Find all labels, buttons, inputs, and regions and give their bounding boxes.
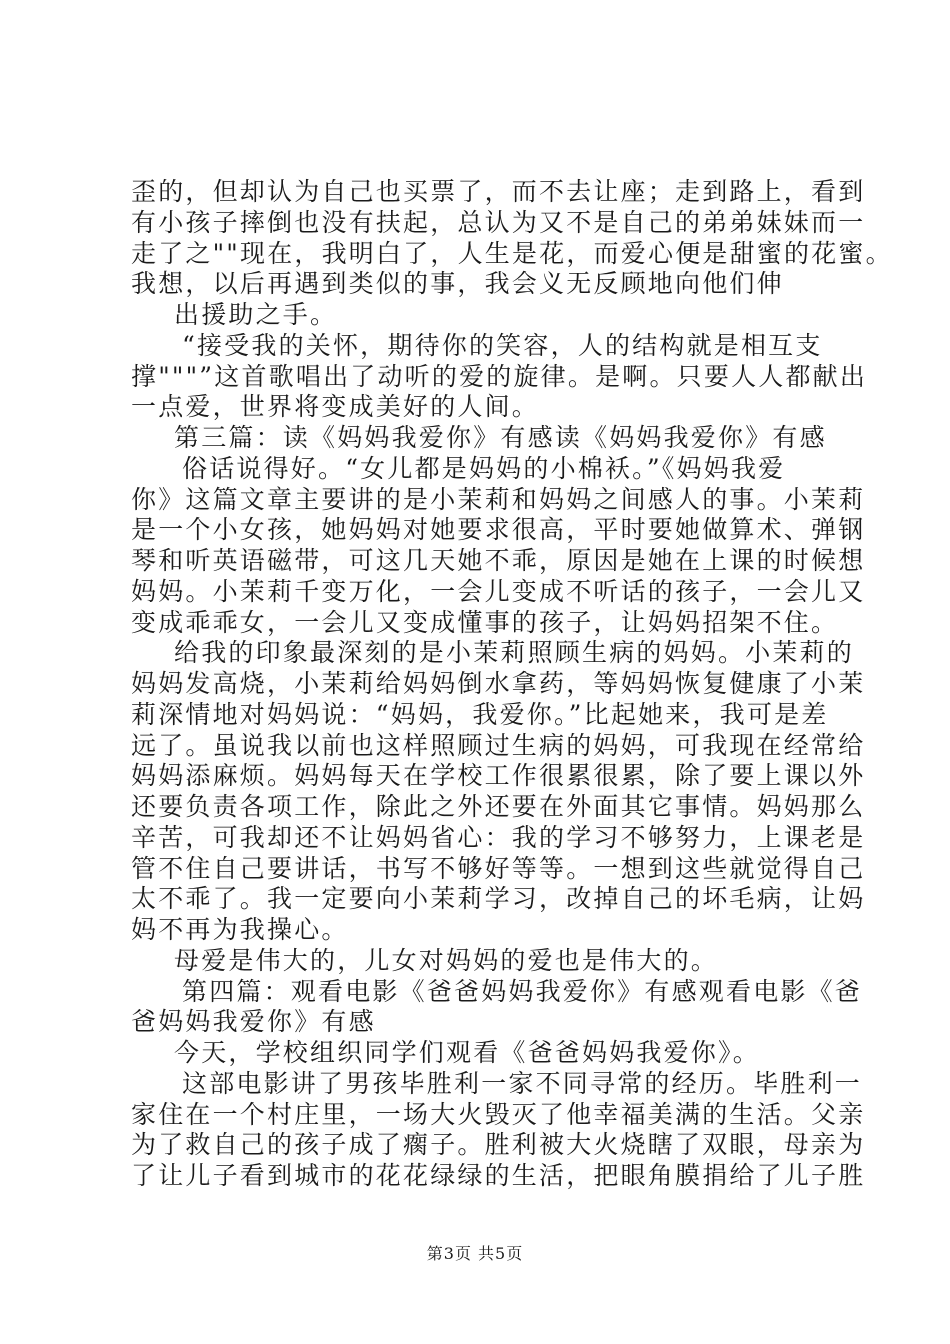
text-line: 是一个小女孩，她妈妈对她要求很高，平时要她做算术、弹钢 bbox=[131, 515, 866, 544]
text-line: 给我的印象最深刻的是小茉莉照顾生病的妈妈。小茉莉的 bbox=[174, 638, 855, 667]
text-line: 你》这篇文章主要讲的是小茉莉和妈妈之间感人的事。小茉莉 bbox=[131, 485, 866, 514]
text-line: 妈妈。小茉莉千变万化，一会儿变成不听话的孩子，一会儿又 bbox=[131, 577, 866, 606]
text-line: 变成乖乖女，一会儿又变成懂事的孩子，让妈妈招架不住。 bbox=[131, 608, 839, 637]
text-line: 管不住自己要讲话，书写不够好等等。一想到这些就觉得自己 bbox=[131, 854, 866, 883]
text-line: 走了之""现在，我明白了，人生是花，而爱心便是甜蜜的花蜜。 bbox=[131, 239, 893, 268]
text-line: 琴和听英语磁带，可这几天她不乖，原因是她在上课的时候想 bbox=[131, 546, 866, 575]
section-heading: 爸妈妈我爱你》有感 bbox=[131, 1007, 376, 1036]
text-line: 出援助之手。 bbox=[174, 300, 338, 329]
text-line: 了让儿子看到城市的花花绿绿的生活，把眼角膜捐给了儿子胜 bbox=[131, 1161, 866, 1190]
text-line: 太不乖了。我一定要向小茉莉学习，改掉自己的坏毛病，让妈 bbox=[131, 884, 866, 913]
text-line: 今天，学校组织同学们观看《爸爸妈妈我爱你》。 bbox=[174, 1038, 760, 1067]
text-line: 还要负责各项工作，除此之外还要在外面其它事情。妈妈那么 bbox=[131, 792, 866, 821]
text-line: 这部电影讲了男孩毕胜利一家不同寻常的经历。毕胜利一 bbox=[182, 1069, 863, 1098]
section-heading: 第三篇：读《妈妈我爱你》有感读《妈妈我爱你》有感 bbox=[174, 423, 827, 452]
text-line: 莉深情地对妈妈说：“妈妈，我爱你。”比起她来，我可是差 bbox=[131, 700, 829, 729]
text-line: “接受我的关怀，期待你的笑容，人的结构就是相互支 bbox=[182, 331, 823, 360]
section-heading: 第四篇：观看电影《爸爸妈妈我爱你》有感观看电影《爸 bbox=[182, 977, 863, 1006]
text-line: 母爱是伟大的，儿女对妈妈的爱也是伟大的。 bbox=[174, 946, 719, 975]
text-line: 妈妈添麻烦。妈妈每天在学校工作很累很累，除了要上课以外 bbox=[131, 761, 866, 790]
text-line: 俗话说得好。“女儿都是妈妈的小棉袄。”《妈妈我爱 bbox=[182, 454, 786, 483]
text-line: 为了救自己的孩子成了瘸子。胜利被大火烧瞎了双眼，母亲为 bbox=[131, 1130, 866, 1159]
text-line: 有小孩子摔倒也没有扶起，总认为又不是自己的弟弟妹妹而一 bbox=[131, 208, 866, 237]
text-line: 撑"""”这首歌唱出了动听的爱的旋律。是啊。只要人人都献出 bbox=[131, 362, 868, 391]
text-line: 家住在一个村庄里，一场大火毁灭了他幸福美满的生活。父亲 bbox=[131, 1100, 866, 1129]
text-line: 远了。虽说我以前也这样照顾过生病的妈妈，可我现在经常给 bbox=[131, 731, 866, 760]
page-number-footer: 第3页 共5页 bbox=[426, 1244, 524, 1263]
text-line: 辛苦，可我却还不让妈妈省心：我的学习不够努力，上课老是 bbox=[131, 823, 866, 852]
text-line: 我想，以后再遇到类似的事，我会义无反顾地向他们伸 bbox=[131, 269, 784, 298]
text-line: 妈妈发高烧，小茉莉给妈妈倒水拿药，等妈妈恢复健康了小茉 bbox=[131, 669, 866, 698]
text-line: 歪的，但却认为自己也买票了，而不去让座；走到路上，看到 bbox=[131, 177, 866, 206]
text-line: 一点爱，世界将变成美好的人间。 bbox=[131, 392, 540, 421]
text-line: 妈不再为我操心。 bbox=[131, 915, 349, 944]
